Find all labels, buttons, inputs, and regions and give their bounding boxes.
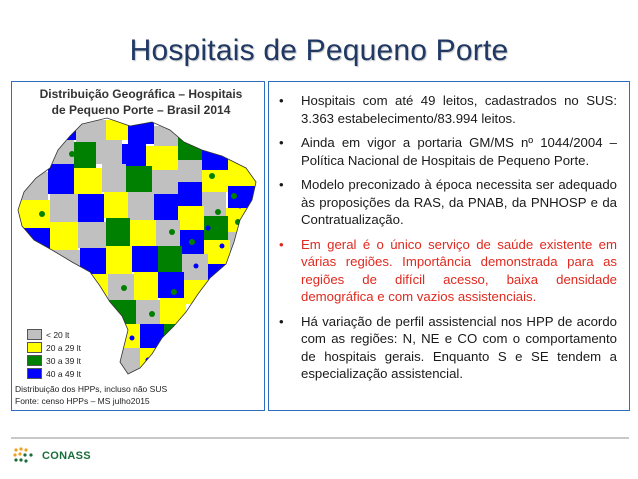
bullet-text: Em geral é o único serviço de saúde existente em várias regiões. Importância demonstrada para as regiões de difícil acesso, baixa densidade demográfica e com vazios assistenciais.	[301, 236, 617, 304]
bullet-text: Modelo preconizado à época necessita ser adequado às proposições da RAS, da PNAB, da PNHOSP e da Contratualização.	[301, 177, 617, 227]
bullet-dot: •	[279, 313, 284, 329]
bullet-text: Há variação de perfil assistencial nos HPP de acordo com as regiões: N, NE e CO com o comportamento de hospitais gerais. Enquanto S e SE tendem a especialização assistencial.	[301, 313, 617, 381]
map-title	[30, 86, 252, 118]
map-panel	[11, 81, 265, 411]
legend-item	[27, 341, 81, 354]
map-title-line-1: Distribuição Geográfica – Hospitais	[39, 87, 243, 101]
legend-item	[27, 367, 81, 380]
bullet-item	[277, 134, 617, 169]
legend-item	[27, 328, 81, 341]
conass-logo-icon	[12, 446, 38, 466]
legend-label: 20 a 29 lt	[46, 342, 81, 353]
legend-label: 30 a 39 lt	[46, 355, 81, 366]
bullet-text: Hospitais com até 49 leitos, cadastrados no SUS: 3.363 estabelecimento/83.994 leitos.	[301, 93, 617, 126]
text-panel	[268, 81, 630, 411]
bullet-item	[277, 176, 617, 229]
map-caption-line-1: Distribuição dos HPPs, incluso não SUS	[15, 384, 168, 394]
legend-swatch	[27, 342, 42, 353]
bullet-dot: •	[279, 236, 284, 252]
slide-title: Hospitais de Pequeno Porte	[129, 34, 509, 67]
legend-item	[27, 354, 81, 367]
bullet-item	[277, 92, 617, 127]
legend-label: < 20 lt	[46, 329, 70, 340]
bullet-list	[277, 92, 617, 390]
bullet-dot: •	[279, 135, 284, 150]
bullet-item-highlighted	[277, 236, 617, 306]
bullet-text: Ainda em vigor a portaria GM/MS nº 1044/2004 – Política Nacional de Hospitais de Pequeno Porte.	[301, 135, 617, 168]
legend-swatch	[27, 329, 42, 340]
legend-swatch	[27, 355, 42, 366]
map-title-line-2: de Pequeno Porte – Brasil 2014	[51, 103, 231, 117]
legend-swatch	[27, 368, 42, 379]
bullet-dot: •	[279, 177, 284, 192]
legend-label: 40 a 49 lt	[46, 368, 81, 379]
conass-logo	[12, 446, 91, 466]
map-legend	[27, 328, 81, 380]
conass-logo-text: CONASS	[42, 450, 91, 462]
bullet-dot: •	[279, 93, 284, 108]
footer-divider	[11, 437, 629, 439]
map-caption-source: Fonte: censo HPPs – MS julho2015	[15, 396, 150, 406]
bullet-item	[277, 313, 617, 383]
